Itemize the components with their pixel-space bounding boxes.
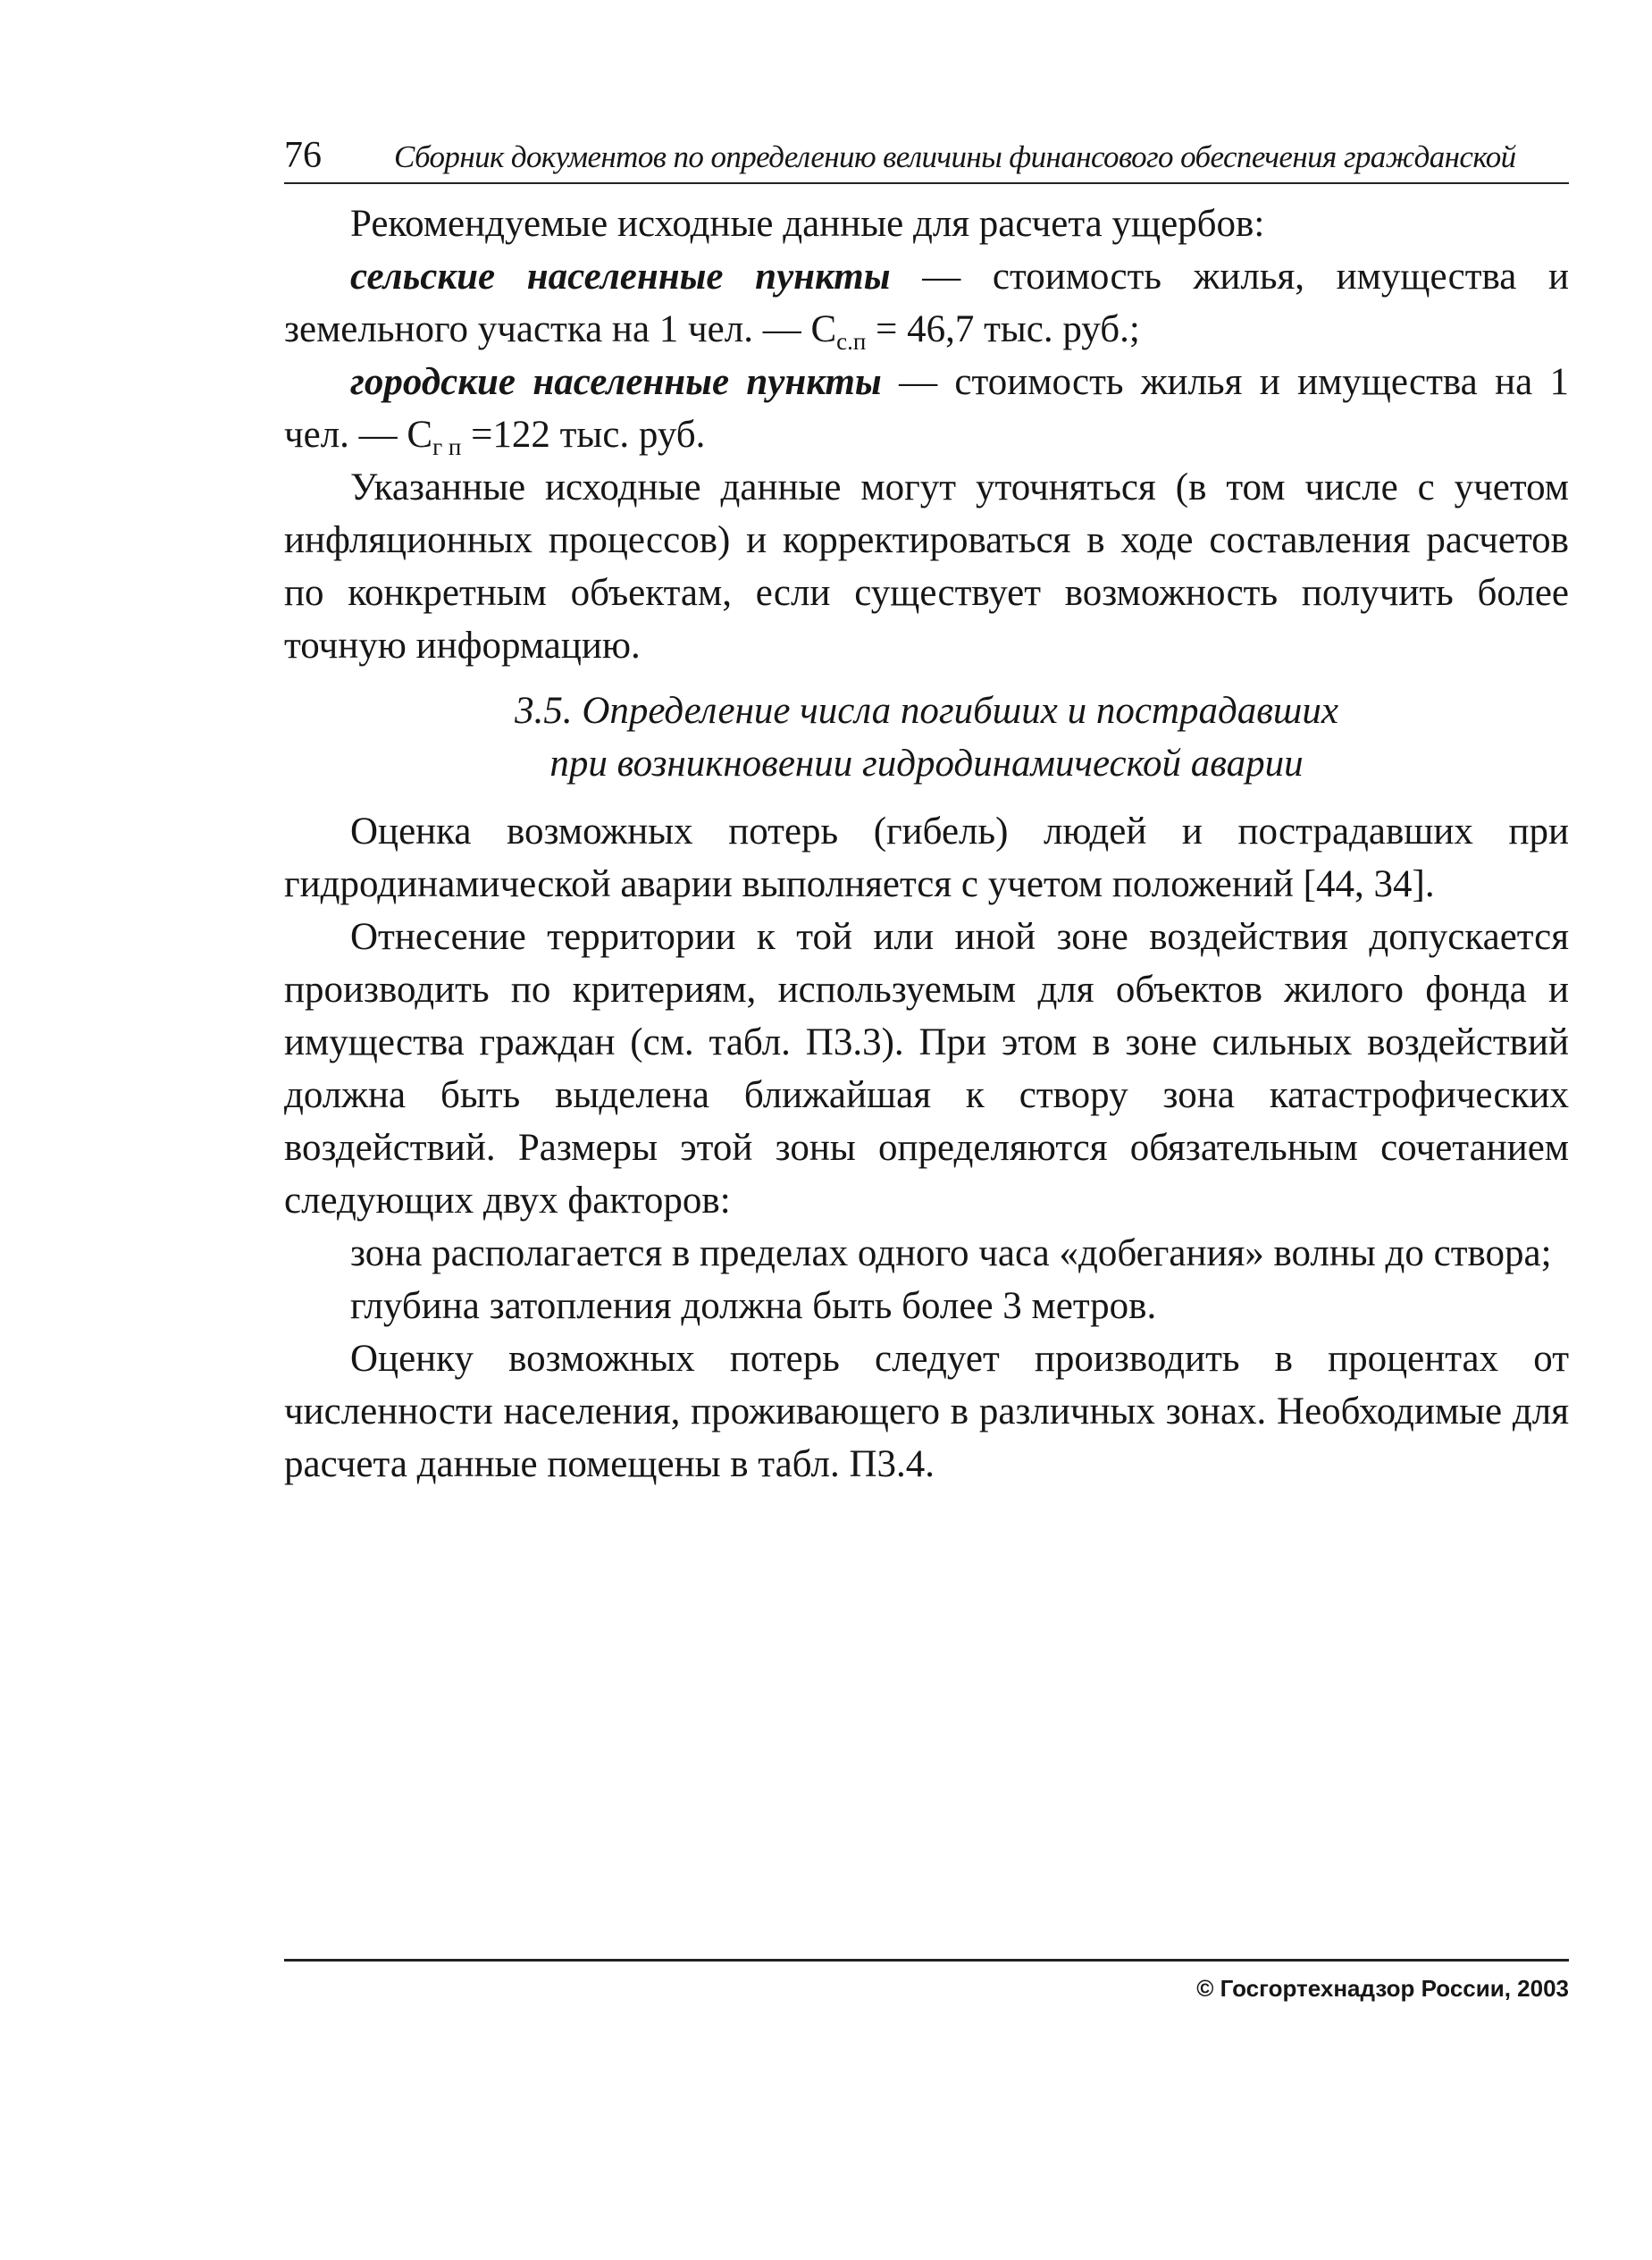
term-rural: сельские населенные пункты: [350, 256, 891, 298]
paragraph: Отнесение территории к той или иной зоне воздействия допускается производить по критериям, используемым для объектов жилого фонда и имущества граждан (см. табл. П3.3). При этом в зоне сильных воздействий должна быть выделена ближайшая к створу зона катастрофических воздействий. Размеры этой зоны определяются обязательным сочетанием следующих двух факторов:: [284, 916, 1569, 1222]
text-urban-a: — стоимость жилья и имущества на 1 чел. — С: [284, 361, 1569, 456]
paragraph-rural: [284, 250, 1569, 356]
paragraph: Указанные исходные данные могут уточняться (в том числе с учетом инфляционных процессов) и корректироваться в ходе составления расчетов по конкретным объектам, если существует возможность получить более точную информацию.: [284, 466, 1569, 667]
paragraph: Рекомендуемые исходные данные для расчета ущербов:: [350, 203, 1265, 245]
copyright-notice: © Госгортехнадзор России, 2003: [1196, 1975, 1569, 2002]
paragraph: Оценка возможных потерь (гибель) людей и пострадавших при гидродинамической аварии выполняется с учетом положений [44, 34].: [284, 811, 1569, 905]
subscript-urban: г п: [432, 433, 462, 460]
paragraph: глубина затопления должна быть более 3 метров.: [350, 1285, 1157, 1327]
page-number: 76: [284, 135, 322, 176]
paragraph: зона располагается в пределах одного часа «добегания» волны до створа;: [350, 1232, 1552, 1274]
text-rural-a: — стоимость жилья, имущества и земельного участка на 1 чел. — С: [284, 256, 1570, 350]
body-text: [284, 197, 1569, 1491]
term-urban: городские населенные пункты: [350, 361, 882, 403]
paragraph-urban: [284, 356, 1569, 461]
paragraph: Оценку возможных потерь следует производить в процентах от численности населения, проживающего в различных зонах. Необходимые для расчета данные помещены в табл. П3.4.: [284, 1338, 1569, 1485]
text-urban-b: =122 тыс. руб.: [461, 414, 706, 456]
footer-divider: [284, 1959, 1569, 1962]
section-heading-line: 3.5. Определение числа погибших и пострадавших: [515, 690, 1338, 732]
subscript-rural: с.п: [836, 328, 867, 355]
section-heading: [284, 685, 1569, 790]
text-rural-b: = 46,7 тыс. руб.;: [866, 308, 1140, 350]
section-heading-line: при возникновении гидродинамической аварии: [549, 743, 1304, 785]
page-header: [284, 132, 1569, 184]
running-title: Сборник документов по определению величины финансового обеспечения гражданской: [394, 139, 1516, 174]
